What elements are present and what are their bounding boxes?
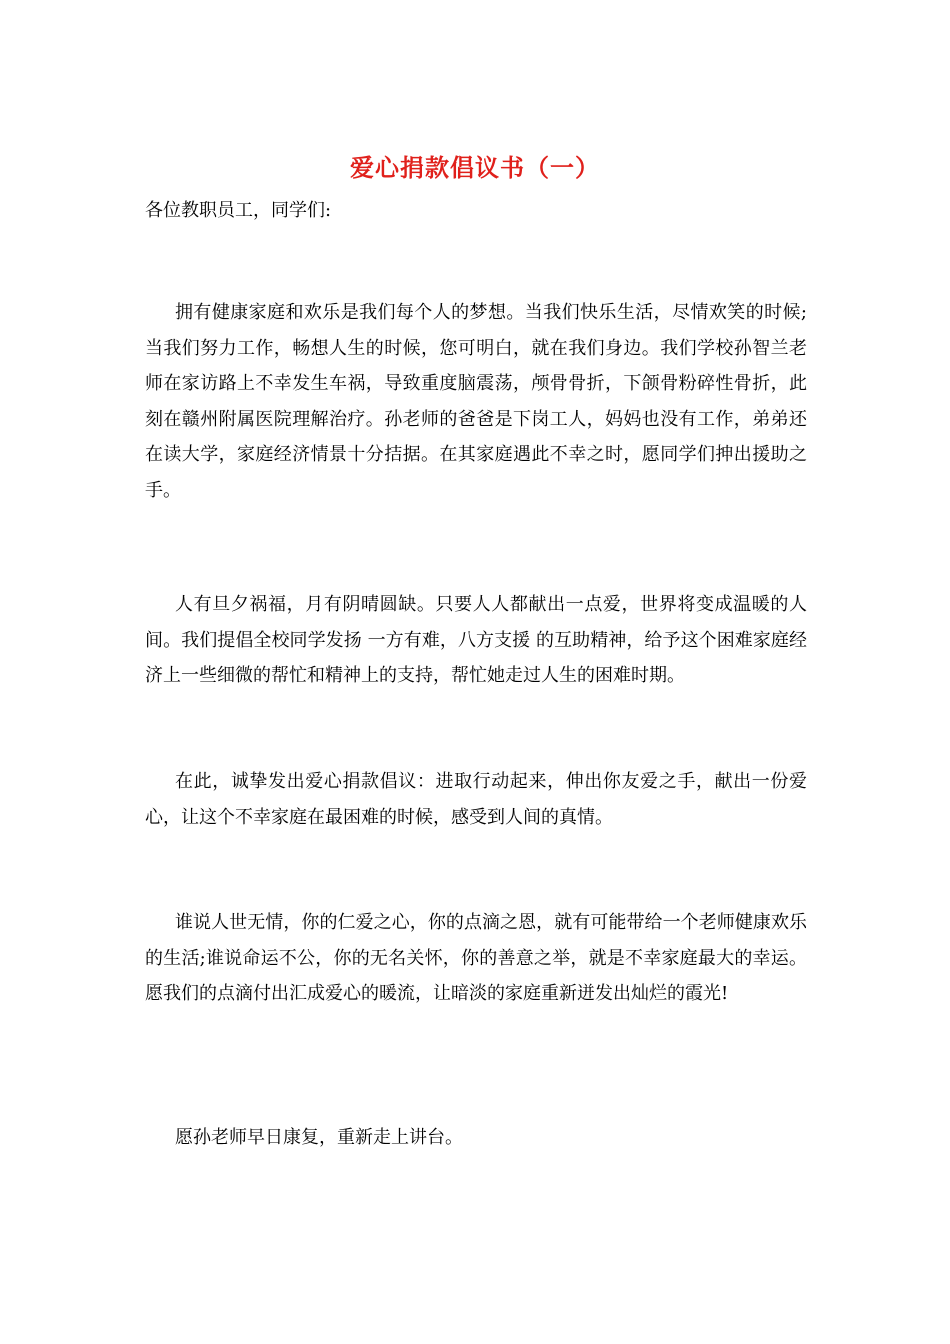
- paragraph: 拥有健康家庭和欢乐是我们每个人的梦想。当我们快乐生活，尽情欢笑的时候;当我们努力工作，畅想人生的时候，您可明白，就在我们身边。我们学校孙智兰老师在家访路上不幸发生车祸，导致重度脑震荡，颅骨骨折，下颌骨粉碎性骨折，此刻在赣州附属医院理解治疗。孙老师的爸爸是下岗工人，妈妈也没有工作，弟弟还在读大学，家庭经济情景十分拮据。在其家庭遇此不幸之时，愿同学们抻出援助之手。: [145, 302, 807, 501]
- document-title: 爱心捐款倡议书（一）: [350, 153, 600, 182]
- paragraph: 人有旦夕祸福，月有阴晴圆缺。只要人人都献出一点爱，世界将变成温暖的人间。我们提倡全校同学发扬 一方有难，八方支援 的互助精神，给予这个困难家庭经济上一些细微的帮忙和精神上的支持，帮忙她走过人生的困难时期。: [145, 594, 807, 686]
- paragraph: 谁说人世无情，你的仁爱之心，你的点滴之恩，就有可能带给一个老师健康欢乐的生活;谁说命运不公，你的无名关怀，你的善意之举，就是不幸家庭最大的幸运。愿我们的点滴付出汇成爱心的暖流，让暗淡的家庭重新迸发出灿烂的霞光!: [145, 912, 807, 1004]
- salutation: 各位教职员工，同学们:: [145, 200, 332, 221]
- paragraph: 愿孙老师早日康复，重新走上讲台。: [175, 1127, 463, 1148]
- paragraph: 在此，诚挚发出爱心捐款倡议：进取行动起来，伸出你友爱之手，献出一份爱心，让这个不幸家庭在最困难的时候，感受到人间的真情。: [145, 771, 807, 828]
